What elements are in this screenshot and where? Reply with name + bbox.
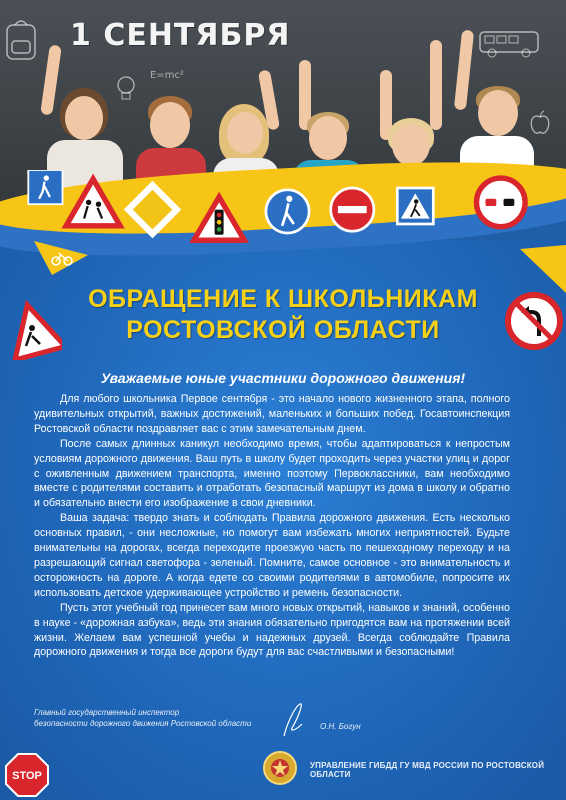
children-warning-icon	[66, 179, 120, 226]
appeal-body	[34, 392, 510, 660]
stop-sign-label: STOP	[12, 770, 42, 782]
no-overtaking-icon	[477, 178, 526, 227]
pedestrian-crossing-icon	[28, 170, 62, 204]
signature-icon	[278, 700, 308, 740]
stop-sign-icon	[4, 752, 50, 798]
signer-name: О.Н. Богун	[320, 722, 361, 731]
organization-name: УПРАВЛЕНИЕ ГИБДД ГУ МВД РОССИИ ПО РОСТОВСКОЙ ОБЛАСТИ	[310, 761, 545, 779]
bicycle-warning-icon	[28, 237, 92, 277]
gibdd-emblem-icon	[262, 748, 298, 788]
paragraph: Для любого школьника Первое сентября - это начало нового жизненного этапа, полного удивительных открытий, важных достижений, маленьких и больших побед. Госавтоинспекция Ростовской области поздравляет вас с этим замечательным днем.	[34, 393, 510, 435]
appeal-title-line1: ОБРАЩЕНИЕ К ШКОЛЬНИКАМ	[88, 285, 478, 313]
no-entry-icon	[331, 188, 374, 231]
date-heading: 1 СЕНТЯБРЯ	[70, 18, 291, 53]
crosswalk-icon	[397, 188, 433, 224]
main-road-icon	[124, 181, 182, 239]
inspector-position	[34, 707, 251, 729]
pedestrian-path-icon	[266, 190, 309, 233]
appeal-subtitle: Уважаемые юные участники дорожного движения!	[100, 370, 466, 386]
formula-doodle: E=mc²	[150, 70, 184, 81]
paragraph: Ваша задача: твердо знать и соблюдать Правила дорожного движения. Есть несколько основных правил, - они несложные, но помогут вам избежать многих неприятностей. Будьте внимательны на дорогах, всегда переходите проезжую часть по пешеходному переходу и на разрешающий сигнал светофора - зеленый. Помните, самое основное - это внимательность и осторожность на дороге. А когда едете со своими родителями в автомобиле, попросите их использовать детское удерживающее устройство и ремень безопасности.	[34, 512, 510, 599]
position-line: безопасности дорожного движения Ростовской области	[34, 719, 252, 728]
paragraph: После самых длинных каникул необходимо время, чтобы адаптироваться к непростым условиям дорожного движения. Ваш путь в школу будет проходить через участки улиц и дорог с оживленным движением транспорта, именно поэтому Первоклассники, вам необходимо вместе с родителями составить и отработать безопасный маршрут из дома в школу и обратно и обязательно внести его изображение в свои дневники.	[34, 437, 510, 510]
traffic-light-warning-icon	[194, 197, 244, 240]
paragraph: Пусть этот учебный год принесет вам много новых открытий, навыков и знаний, особенно в науке - «дорожная азбука», ведь эти знания обязательно пригодятся вам на протяжении всей жизни. Желаем вам успешной учебы и надежных друзей. Всегда соблюдайте Правила дорожного движения и тогда все дороги будут для вас счастливыми и безопасными!	[34, 601, 510, 659]
position-line: Главный государственный инспектор	[34, 708, 180, 717]
appeal-title-line2: РОСТОВСКОЙ ОБЛАСТИ	[126, 316, 440, 344]
